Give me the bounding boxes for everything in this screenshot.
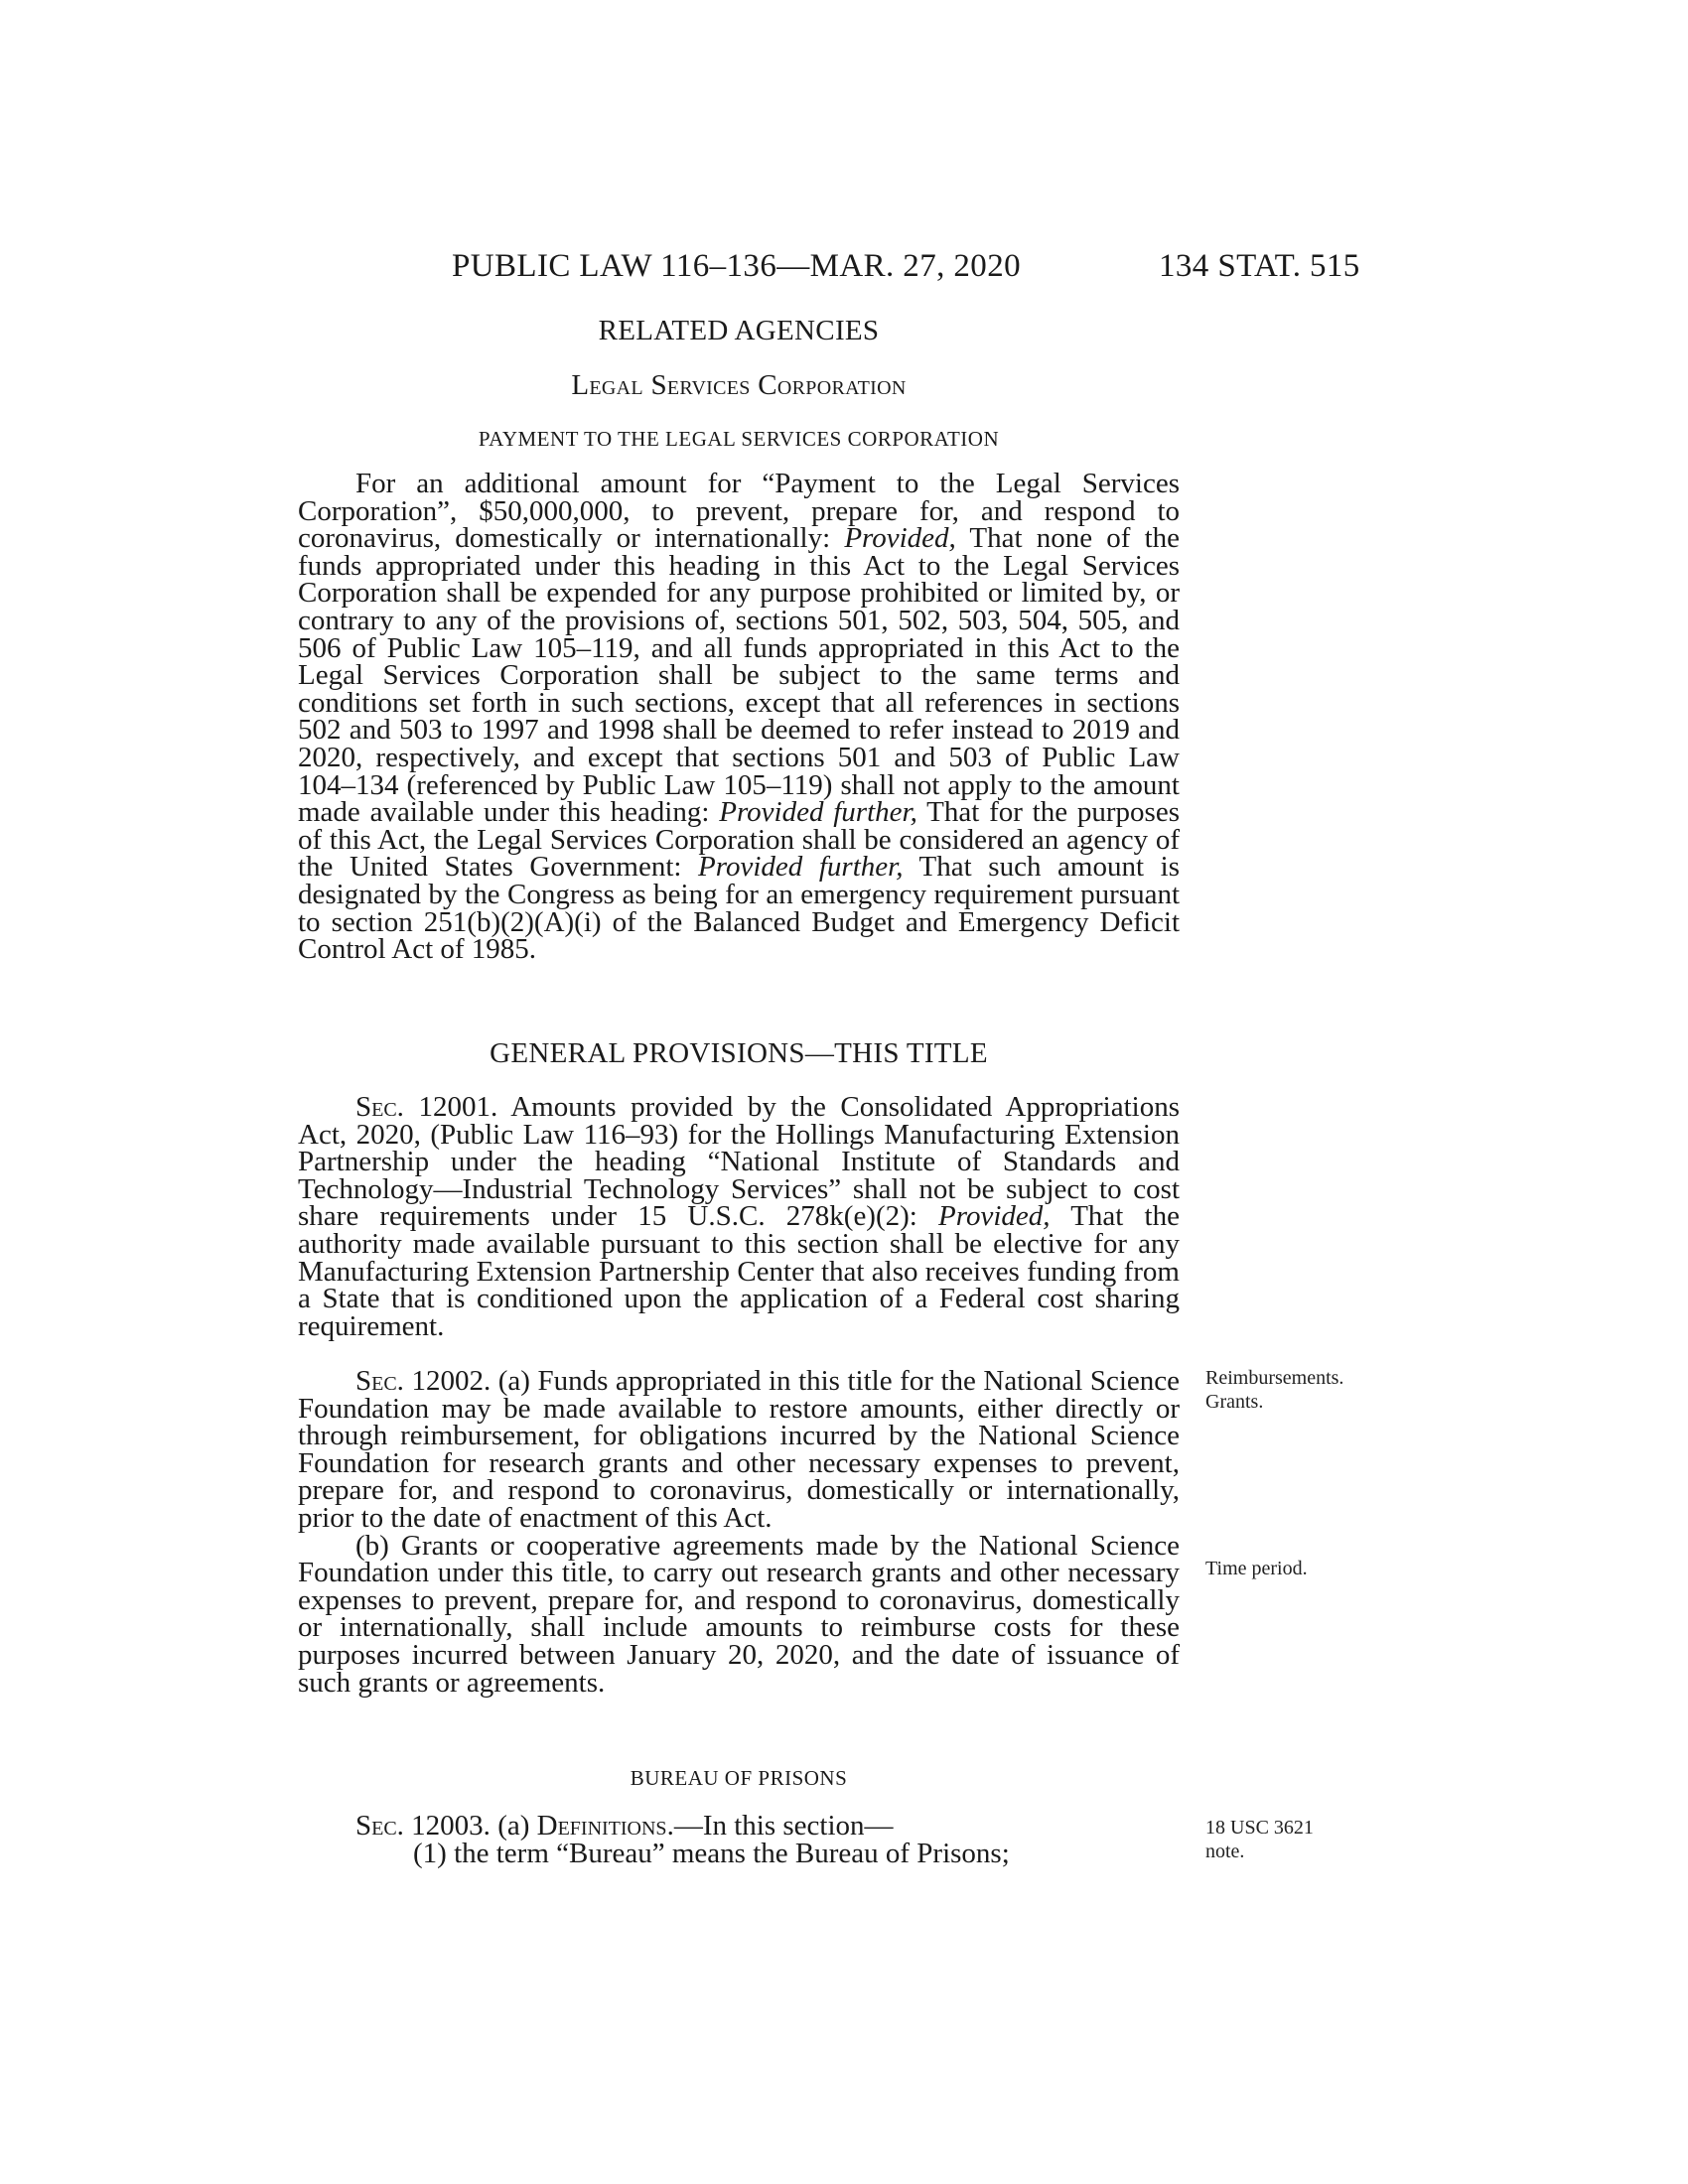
- text: .—In this section—: [666, 1810, 894, 1842]
- section-12003-a: [298, 1810, 1180, 1842]
- heading-legal-services-corporation: Legal Services Corporation: [571, 369, 907, 401]
- text: (a) Funds appropriated in this title for the National Science Foundation may be made available to restore amounts, either directly or through reimbursement, for obligations incurred by the National Science Foundation for research grants and other necessary expenses to prevent, prepare for, and respond to coronavirus, domestically or internationally, prior to the date of enactment of this Act.: [298, 1365, 1180, 1534]
- proviso: Provided,: [938, 1200, 1051, 1233]
- paragraph-lsc-appropriation: [298, 468, 1181, 966]
- text: That for the purposes of this Act, the Legal Services Corporation shall be considered an agency of the United States Government:: [298, 796, 1181, 884]
- margin-note-usc-citation: [1205, 1816, 1314, 1863]
- heading-general-provisions: GENERAL PROVISIONS—THIS TITLE: [490, 1037, 988, 1069]
- text: Amounts provided by the Consolidated Appropriations Act, 2020, (Public Law 116–93) for the Hollings Manufacturing Extension Partnership under the heading “National Institute of Standards and Technology—Industrial Technology Services” shall not be subject to cost share requirements under 15 U.S.C. 278k(e)(2):: [298, 1091, 1180, 1233]
- margin-note-line: Reimbursements.: [1205, 1367, 1344, 1389]
- running-header-title: PUBLIC LAW 116–136—MAR. 27, 2020: [452, 248, 1022, 284]
- margin-note-line: note.: [1205, 1841, 1245, 1862]
- section-12002-b: (b) Grants or cooperative agreements made by the National Science Foundation under this title, to carry out research grants and other necessary expenses to prevent, prepare for, and respond to coronavirus, domestically or internationally, shall include amounts to reimburse costs for these purposes incurred between January 20, 2020, and the date of issuance of such grants or agreements.: [298, 1529, 1180, 1699]
- margin-note-reimbursements: [1205, 1366, 1343, 1414]
- section-12003: [298, 1810, 1180, 1869]
- margin-note-line: Time period.: [1205, 1558, 1308, 1579]
- heading-related-agencies: RELATED AGENCIES: [598, 315, 880, 346]
- margin-note-line: Grants.: [1205, 1391, 1264, 1413]
- proviso: Provided,: [844, 522, 956, 555]
- section-12002: [298, 1365, 1180, 1699]
- definitions-label: Definitions: [536, 1810, 667, 1842]
- page-stat-citation: 134 STAT. 515: [1159, 248, 1360, 284]
- margin-note-time-period: [1205, 1557, 1308, 1580]
- text: That none of the funds appropriated under this heading in this Act to the Legal Services Corporation shall be expended for any purpose prohibited or limited by, or contrary to any of the provisions of, sections 501, 502, 503, 504, 505, and 506 of Public Law 105–119, and all funds appropriated in this Act to the Legal Services Corporation shall be subject to the same terms and conditions set forth in such sections, except that all references in sections 502 and 503 to 1997 and 1998 shall be deemed to refer instead to 2019 and 2020, respectively, and except that sections 501 and 503 of Public Law 104–134 (referenced by Public Law 105–119) shall not apply to the amount made available under this heading:: [298, 522, 1181, 829]
- section-label: Sec. 12002.: [355, 1365, 492, 1397]
- definition-item-1: (1) the term “Bureau” means the Bureau of Prisons;: [413, 1837, 1010, 1869]
- proviso: Provided further,: [698, 851, 904, 884]
- section-12002-a: [298, 1365, 1180, 1534]
- section-label: Sec. 12003.: [355, 1810, 491, 1842]
- text: That the authority made available pursuant to this section shall be elective for any Manufacturing Extension Partnership Center that also receives funding from a State that is conditioned upon the application of a Federal cost sharing requirement.: [298, 1200, 1180, 1342]
- section-label: Sec. 12001.: [355, 1091, 498, 1123]
- text: For an additional amount for “Payment to the Legal Services Corporation”, $50,000,000, to prevent, prepare for, and respond to coronavirus, domestically or internationally:: [298, 468, 1180, 555]
- text: (a): [490, 1810, 537, 1842]
- text: That such amount is designated by the Congress as being for an emergency requirement pursuant to section 251(b)(2)(A)(i) of the Balanced Budget and Emergency Deficit Control Act of 1985.: [298, 851, 1180, 966]
- heading-bureau-of-prisons: BUREAU OF PRISONS: [630, 1766, 848, 1790]
- proviso: Provided further,: [719, 796, 917, 829]
- heading-payment-lsc: PAYMENT TO THE LEGAL SERVICES CORPORATION: [478, 427, 1000, 451]
- margin-note-line: 18 USC 3621: [1205, 1817, 1314, 1839]
- section-12001: [298, 1091, 1180, 1342]
